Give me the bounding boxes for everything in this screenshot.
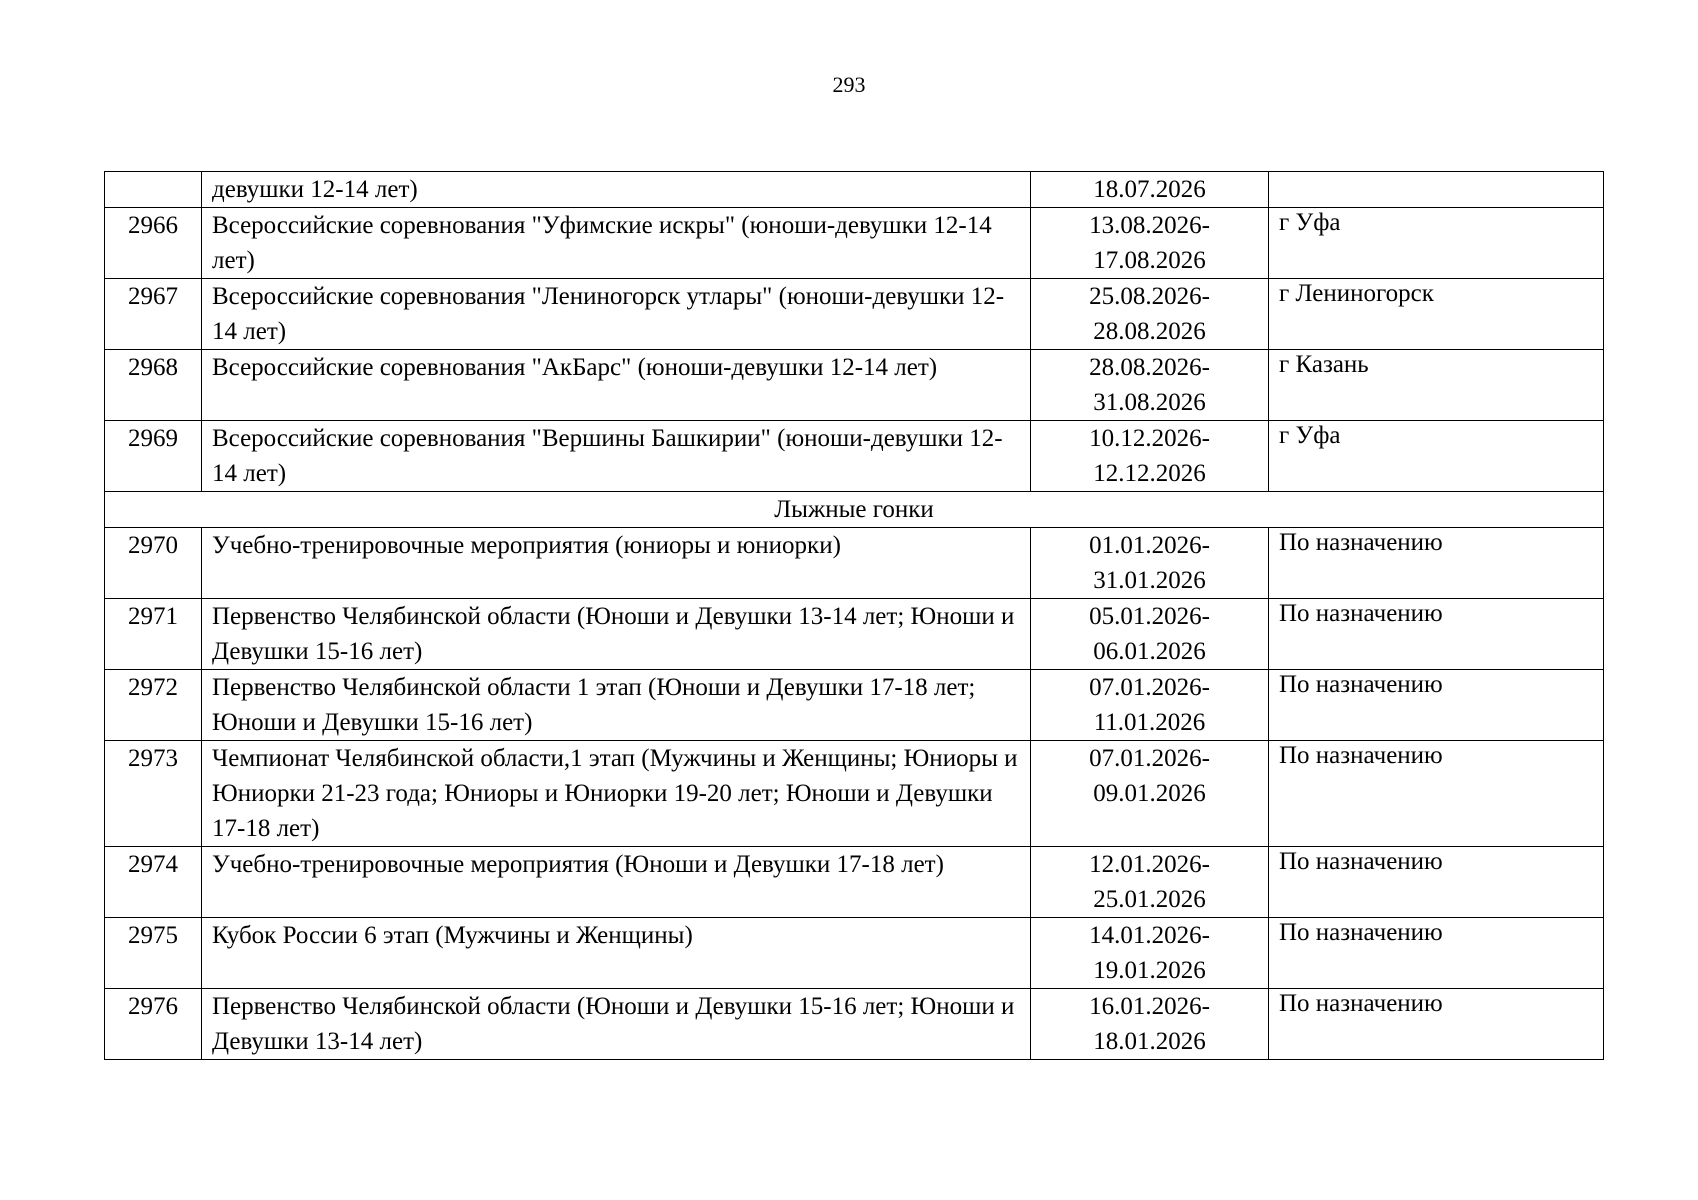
event-place: г Лениногорск <box>1269 279 1604 350</box>
event-place: г Уфа <box>1269 421 1604 492</box>
table-row <box>105 741 1604 847</box>
event-number: 2973 <box>105 741 202 847</box>
event-dates: 10.12.2026-12.12.2026 <box>1031 421 1269 492</box>
section-header-row <box>105 492 1604 528</box>
event-number: 2967 <box>105 279 202 350</box>
table-row <box>105 847 1604 918</box>
event-place: г Уфа <box>1269 208 1604 279</box>
table-row <box>105 599 1604 670</box>
event-number: 2971 <box>105 599 202 670</box>
event-number <box>105 172 202 208</box>
event-dates: 12.01.2026-25.01.2026 <box>1031 847 1269 918</box>
event-name: Первенство Челябинской области 1 этап (Юноши и Девушки 17-18 лет; Юноши и Девушки 15-16 лет) <box>202 670 1031 741</box>
event-name: Учебно-тренировочные мероприятия (Юноши и Девушки 17-18 лет) <box>202 847 1031 918</box>
event-number: 2970 <box>105 528 202 599</box>
event-dates: 13.08.2026-17.08.2026 <box>1031 208 1269 279</box>
event-dates: 07.01.2026-11.01.2026 <box>1031 670 1269 741</box>
event-place: г Казань <box>1269 350 1604 421</box>
event-dates: 05.01.2026-06.01.2026 <box>1031 599 1269 670</box>
event-place: По назначению <box>1269 989 1604 1060</box>
event-dates: 28.08.2026-31.08.2026 <box>1031 350 1269 421</box>
event-place: По назначению <box>1269 599 1604 670</box>
event-dates: 16.01.2026-18.01.2026 <box>1031 989 1269 1060</box>
event-place: По назначению <box>1269 741 1604 847</box>
event-dates: 14.01.2026-19.01.2026 <box>1031 918 1269 989</box>
table-row <box>105 350 1604 421</box>
table-row <box>105 670 1604 741</box>
event-name: Всероссийские соревнования "АкБарс" (юноши-девушки 12-14 лет) <box>202 350 1031 421</box>
event-dates: 18.07.2026 <box>1031 172 1269 208</box>
event-number: 2975 <box>105 918 202 989</box>
table-row <box>105 989 1604 1060</box>
event-name: девушки 12-14 лет) <box>202 172 1031 208</box>
event-place: По назначению <box>1269 847 1604 918</box>
event-name: Учебно-тренировочные мероприятия (юниоры и юниорки) <box>202 528 1031 599</box>
event-dates: 07.01.2026-09.01.2026 <box>1031 741 1269 847</box>
table-row <box>105 918 1604 989</box>
events-table <box>104 171 1604 1060</box>
event-name: Всероссийские соревнования "Уфимские искры" (юноши-девушки 12-14 лет) <box>202 208 1031 279</box>
event-dates: 01.01.2026-31.01.2026 <box>1031 528 1269 599</box>
event-number: 2974 <box>105 847 202 918</box>
events-table-body <box>105 172 1604 1060</box>
event-place: По назначению <box>1269 670 1604 741</box>
event-number: 2968 <box>105 350 202 421</box>
event-name: Первенство Челябинской области (Юноши и Девушки 13-14 лет; Юноши и Девушки 15-16 лет) <box>202 599 1031 670</box>
table-row <box>105 528 1604 599</box>
event-place <box>1269 172 1604 208</box>
event-number: 2966 <box>105 208 202 279</box>
table-row <box>105 208 1604 279</box>
event-place: По назначению <box>1269 918 1604 989</box>
event-number: 2972 <box>105 670 202 741</box>
table-row-continuation <box>105 172 1604 208</box>
page-number: 293 <box>832 72 866 97</box>
section-title: Лыжные гонки <box>105 492 1604 528</box>
event-name: Чемпионат Челябинской области,1 этап (Мужчины и Женщины; Юниоры и Юниорки 21-23 года; Юниоры и Юниорки 19-20 лет; Юноши и Девушки 17-18 лет) <box>202 741 1031 847</box>
event-number: 2976 <box>105 989 202 1060</box>
event-number: 2969 <box>105 421 202 492</box>
table-row <box>105 279 1604 350</box>
event-place: По назначению <box>1269 528 1604 599</box>
event-name: Кубок России 6 этап (Мужчины и Женщины) <box>202 918 1031 989</box>
event-name: Всероссийские соревнования "Лениногорск утлары" (юноши-девушки 12-14 лет) <box>202 279 1031 350</box>
table-row <box>105 421 1604 492</box>
event-name: Всероссийские соревнования "Вершины Башкирии" (юноши-девушки 12-14 лет) <box>202 421 1031 492</box>
event-name: Первенство Челябинской области (Юноши и Девушки 15-16 лет; Юноши и Девушки 13-14 лет) <box>202 989 1031 1060</box>
event-dates: 25.08.2026-28.08.2026 <box>1031 279 1269 350</box>
